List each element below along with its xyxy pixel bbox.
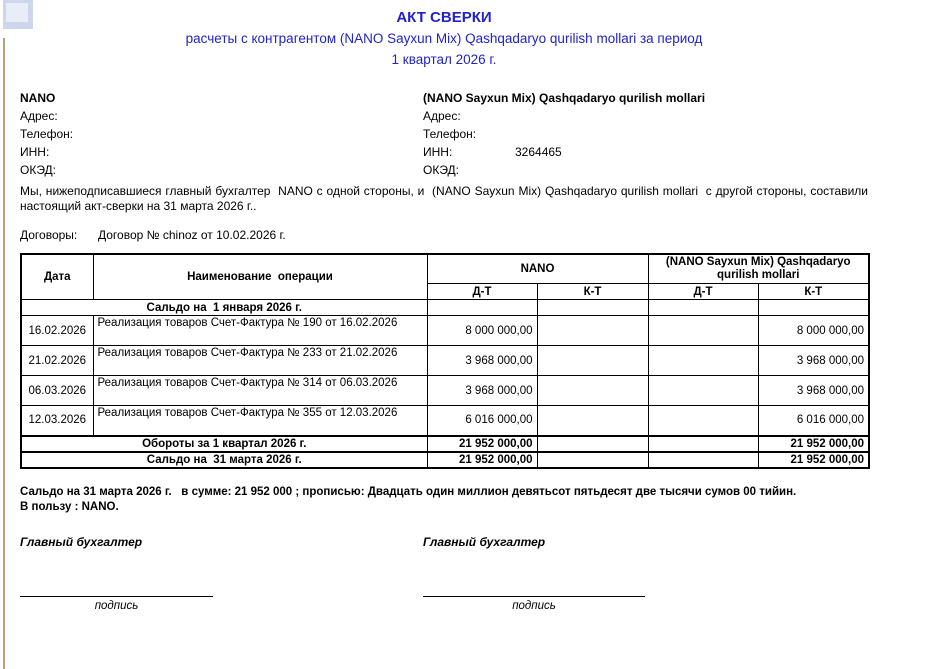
phone-value <box>515 125 868 143</box>
opening-balance-row <box>21 300 869 316</box>
turnover-label: Обороты за 1 квартал 2026 г. <box>21 436 427 452</box>
inn-label: ИНН: <box>20 145 50 159</box>
contracts-line <box>20 228 868 242</box>
title-block <box>20 8 868 70</box>
row-left-debit: 8 000 000,00 <box>427 316 537 346</box>
document-subtitle: расчеты с контрагентом (NANO Sayxun Mix) Qashqadaryo qurilish mollari за период <box>185 31 703 46</box>
row-right-debit <box>648 376 758 406</box>
turnover-left-credit <box>537 436 648 452</box>
row-right-credit: 8 000 000,00 <box>758 316 869 346</box>
row-left-debit: 6 016 000,00 <box>427 406 537 436</box>
row-operation: Реализация товаров Счет-Фактура № 233 от 21.02.2026 <box>93 346 427 376</box>
party-right-phone-row <box>423 125 868 143</box>
chief-accountant-label-right: Главный бухгалтер <box>423 534 546 549</box>
document-period: 1 квартал 2026 г. <box>391 52 497 67</box>
address-label: Адрес: <box>423 109 461 123</box>
address-value <box>515 107 868 125</box>
closing-right-debit <box>648 452 758 468</box>
table-header-row-companies <box>21 254 869 284</box>
address-label: Адрес: <box>20 109 58 123</box>
party-right-inn-row <box>423 143 868 161</box>
opening-balance-label: Сальдо на 1 января 2026 г. <box>21 300 427 316</box>
closing-balance-label: Сальдо на 31 марта 2026 г. <box>21 452 427 468</box>
turnover-right-debit <box>648 436 758 452</box>
row-date: 16.02.2026 <box>21 316 93 346</box>
contracts-value: Договор № chinoz от 10.02.2026 г. <box>98 228 286 242</box>
chief-accountant-label-left: Главный бухгалтер <box>20 534 143 549</box>
oked-label: ОКЭД: <box>20 163 57 177</box>
summary-section <box>20 485 868 514</box>
party-right <box>423 89 868 179</box>
row-right-credit: 3 968 000,00 <box>758 376 869 406</box>
parties-section <box>20 89 868 179</box>
contracts-label: Договоры: <box>20 228 78 242</box>
row-right-debit <box>648 316 758 346</box>
signatures-section <box>20 535 868 645</box>
table-row <box>21 316 869 346</box>
row-date: 06.03.2026 <box>21 376 93 406</box>
turnover-left-debit: 21 952 000,00 <box>427 436 537 452</box>
phone-label: Телефон: <box>423 127 477 141</box>
party-left-name: NANO <box>20 91 56 105</box>
inn-value <box>112 143 423 161</box>
column-header-date: Дата <box>21 254 93 300</box>
row-operation: Реализация товаров Счет-Фактура № 190 от 16.02.2026 <box>93 316 427 346</box>
row-date: 12.03.2026 <box>21 406 93 436</box>
row-date: 21.02.2026 <box>21 346 93 376</box>
signature-block-left <box>20 535 250 612</box>
party-left-address-row <box>20 107 423 125</box>
row-right-debit <box>648 346 758 376</box>
closing-right-credit: 21 952 000,00 <box>758 452 869 468</box>
signature-line-left <box>20 589 213 597</box>
turnover-right-credit: 21 952 000,00 <box>758 436 869 452</box>
phone-value <box>112 125 423 143</box>
party-left-inn-row <box>20 143 423 161</box>
party-left-phone-row <box>20 125 423 143</box>
party-left <box>20 89 423 179</box>
signature-line-right <box>423 589 645 597</box>
left-margin-guide-line <box>3 38 5 669</box>
row-left-credit <box>537 316 648 346</box>
column-header-right-company: (NANO Sayxun Mix) Qashqadaryo qurilish mollari <box>648 254 869 284</box>
column-header-right-debit: Д-Т <box>648 284 758 300</box>
signature-caption-right: подпись <box>512 599 556 612</box>
summary-amount-text: Сальдо на 31 марта 2026 г. в сумме: 21 952 000 ; прописью: Двадцать один миллион девятьсот пятьдесят две тысячи сумов 00 тийин. <box>20 485 797 498</box>
row-right-credit: 3 968 000,00 <box>758 346 869 376</box>
row-left-credit <box>537 346 648 376</box>
address-value <box>112 107 423 125</box>
turnover-row <box>21 436 869 452</box>
document-title: АКТ СВЕРКИ <box>396 9 492 26</box>
party-right-name: (NANO Sayxun Mix) Qashqadaryo qurilish mollari <box>423 91 706 105</box>
preamble-text: Мы, нижеподписавшиеся главный бухгалтер NANO с одной стороны, и (NANO Sayxun Mix) Qashqadaryo qurilish mollari с другой стороны, составили настоящий акт-сверки на 31 марта 2026 г.. <box>20 184 872 213</box>
column-header-left-company: NANO <box>427 254 648 284</box>
party-left-oked-row <box>20 161 423 179</box>
column-header-left-credit: К-Т <box>537 284 648 300</box>
signature-caption-left: подпись <box>94 599 139 612</box>
row-left-debit: 3 968 000,00 <box>427 376 537 406</box>
row-left-credit <box>537 406 648 436</box>
row-right-credit: 6 016 000,00 <box>758 406 869 436</box>
row-operation: Реализация товаров Счет-Фактура № 314 от 06.03.2026 <box>93 376 427 406</box>
table-row <box>21 406 869 436</box>
column-header-operation: Наименование операции <box>93 254 427 300</box>
summary-in-favor-text: В пользу : NANO. <box>20 500 119 513</box>
reconciliation-table <box>20 253 870 469</box>
inn-value: 3264465 <box>515 145 562 159</box>
closing-balance-row <box>21 452 869 468</box>
closing-left-credit <box>537 452 648 468</box>
party-right-oked-row <box>423 161 868 179</box>
reconciliation-act-document <box>20 8 872 645</box>
column-header-right-credit: К-Т <box>758 284 869 300</box>
oked-value <box>515 161 868 179</box>
row-operation: Реализация товаров Счет-Фактура № 355 от 12.03.2026 <box>93 406 427 436</box>
opening-right-credit <box>758 300 869 316</box>
table-row <box>21 376 869 406</box>
signature-block-right <box>423 535 653 612</box>
party-right-address-row <box>423 107 868 125</box>
inn-label: ИНН: <box>423 145 453 159</box>
row-right-debit <box>648 406 758 436</box>
phone-label: Телефон: <box>20 127 74 141</box>
opening-left-credit <box>537 300 648 316</box>
oked-value <box>112 161 423 179</box>
closing-left-debit: 21 952 000,00 <box>427 452 537 468</box>
row-left-debit: 3 968 000,00 <box>427 346 537 376</box>
oked-label: ОКЭД: <box>423 163 460 177</box>
table-row <box>21 346 869 376</box>
column-header-left-debit: Д-Т <box>427 284 537 300</box>
opening-left-debit <box>427 300 537 316</box>
row-left-credit <box>537 376 648 406</box>
opening-right-debit <box>648 300 758 316</box>
